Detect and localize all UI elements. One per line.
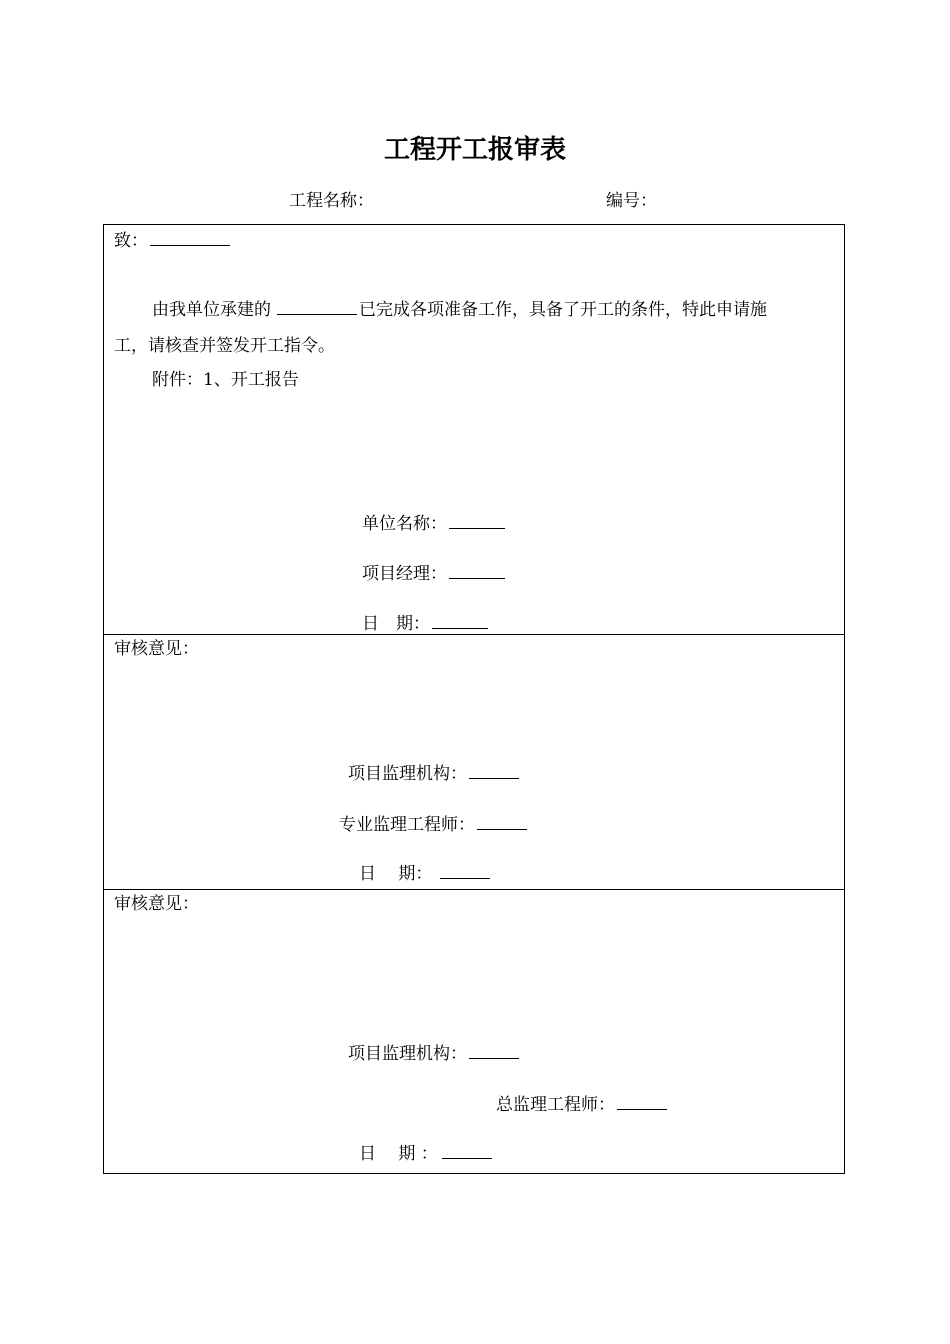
opinion-label-1: 审核意见： [114,639,199,659]
date-row-1 [362,612,488,634]
form-title: 工程开工报审表 [383,135,566,165]
form-table [103,224,845,1174]
supervision-org-row-1 [348,762,519,784]
date-blank-2[interactable] [440,862,490,879]
date-label-2: 日 期： [359,864,433,884]
recipient-blank[interactable] [150,229,230,246]
date-blank-3[interactable] [442,1142,492,1159]
date-label-1: 日 期： [362,614,430,634]
date-blank-1[interactable] [432,612,488,629]
engineer-blank[interactable] [477,813,527,830]
project-blank[interactable] [277,298,357,315]
manager-label: 项目经理： [362,564,447,584]
date-row-2 [359,862,490,884]
chief-engineer-blank[interactable] [617,1093,667,1110]
opinion-label-2: 审核意见： [114,894,199,914]
recipient-label: 致： [114,231,148,251]
chief-engineer-label: 总监理工程师： [496,1095,615,1115]
engineer-row [339,813,527,835]
manager-row [362,562,505,584]
unit-name-row [362,512,505,534]
unit-name-blank[interactable] [449,512,505,529]
number-label: 编号： [606,191,657,211]
application-body-line1 [152,298,767,320]
unit-name-label: 单位名称： [362,514,447,534]
manager-blank[interactable] [449,562,505,579]
project-name-label: 工程名称： [289,191,374,211]
body-prefix: 由我单位承建的 [152,300,271,320]
section-divider-1 [103,634,845,635]
date-row-3 [359,1142,492,1164]
supervision-org-blank-1[interactable] [469,762,519,779]
section-divider-2 [103,889,845,890]
recipient-row [114,229,230,251]
supervision-org-label-2: 项目监理机构： [348,1044,467,1064]
attachment-line: 附件：1、开工报告 [152,370,299,390]
body-suffix: 已完成各项准备工作，具备了开工的条件，特此申请施 [359,300,767,320]
engineer-label: 专业监理工程师： [339,815,475,835]
date-label-3: 日 期 ： [359,1144,438,1164]
chief-engineer-row [496,1093,667,1115]
supervision-org-blank-2[interactable] [469,1042,519,1059]
application-body-line2: 工，请核查并签发开工指令。 [114,336,335,356]
supervision-org-label-1: 项目监理机构： [348,764,467,784]
supervision-org-row-2 [348,1042,519,1064]
